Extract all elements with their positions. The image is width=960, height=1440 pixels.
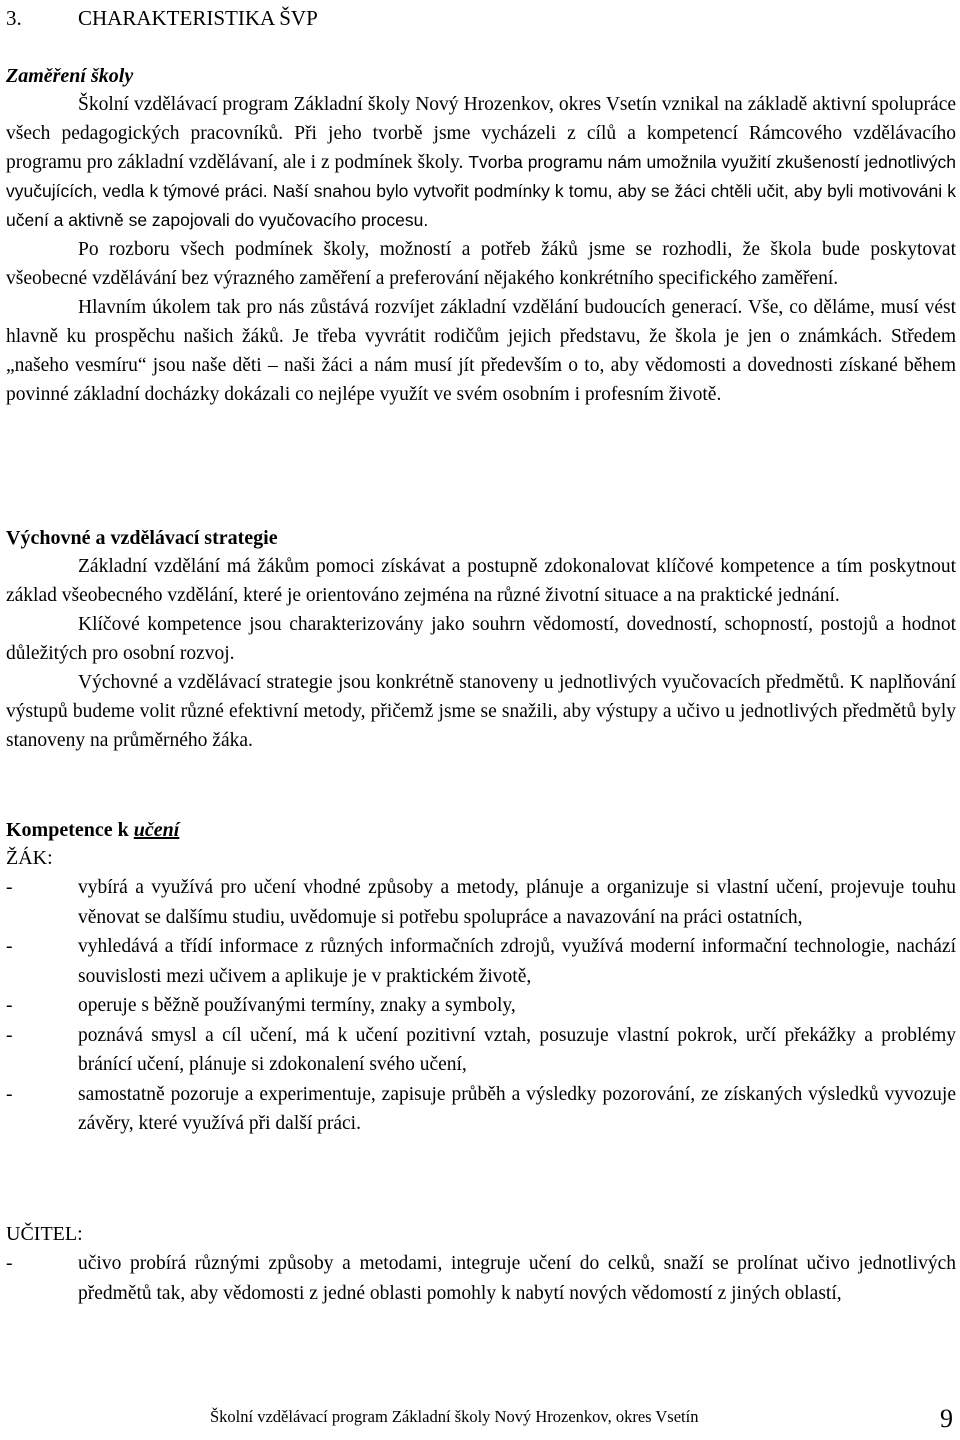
heading-prefix: Kompetence k: [6, 819, 134, 841]
paragraph: Klíčové kompetence jsou charakterizovány jako souhrn vědomostí, dovedností, schopností, postojů a hodnot důležitých pro osobní rozvoj.: [6, 614, 956, 664]
paragraph-part: Školní vzdělávací program Základní školy Nový Hrozenkov, okres Vsetín vznikal na základě aktivní spolupráce všech pedagogických pracovníků.: [6, 94, 956, 144]
chapter-title: CHARAKTERISTIKA ŠVP: [78, 6, 318, 30]
dash-marker: -: [6, 936, 13, 957]
section-heading-strategie: Výchovné a vzdělávací strategie: [6, 527, 278, 549]
paragraph-part: Je třeba vyvrátit rodičům jejich představu, že škola je jen o známkách. Středem „našeho vesmíru“ jsou naše děti – naši žáci a nám musí jít především o to, aby vědomosti a dovednosti získané během povinné základní docházky dokázali co nejlépe využít ve svém osobním i profesním životě.: [6, 326, 957, 405]
list-item-text: vyhledává a třídí informace z různých informačních zdrojů, využívá moderní informační technologie, nachází souvislosti mezi učivem a aplikuje je v praktickém životě,: [78, 936, 956, 987]
section-ucitel: [6, 1220, 956, 1308]
section-heading-zamereni: Zaměření školy: [6, 65, 134, 87]
paragraph: Základní vzdělání má žákům pomoci získávat a postupně zdokonalovat klíčové kompetence a tím poskytnout základ všeobecného vzdělání, které je orientováno zejména na různé životní situace a na praktické jednání.: [6, 556, 956, 606]
ucitel-label: UČITEL:: [6, 1223, 83, 1245]
dash-marker: -: [6, 877, 13, 898]
list-item: [6, 1080, 956, 1139]
paragraph: [6, 293, 956, 409]
paragraph-part: Tvorba programu nám umožnila využití zkušeností jednotlivých vyučujících, vedla k týmové práci.: [6, 152, 956, 201]
list-item: [6, 873, 956, 932]
section-heading-kompetence: [6, 816, 956, 844]
list-item: [6, 991, 956, 1021]
paragraph: Po rozboru všech podmínek školy, možností a potřeb žáků jsme se rozhodli, že škola bude poskytovat všeobecné vzdělávání bez výrazného zaměření a preferování nějakého konkrétního specifického zaměření.: [6, 239, 956, 289]
page-number: 9: [940, 1404, 953, 1433]
paragraph: Výchovné a vzdělávací strategie jsou konkrétně stanoveny u jednotlivých vyučovacích předmětů. K naplňování výstupů budeme volit různé efektivní metody, přičemž jsme se snažili, aby výstupy a učivo u jednotlivých předmětů byly stanoveny na průměrného žáka.: [6, 672, 956, 751]
list-item-text: operuje s běžně používanými termíny, znaky a symboly,: [78, 995, 516, 1016]
section-strategie: [6, 524, 956, 755]
list-item: [6, 1249, 956, 1308]
chapter-number: 3.: [6, 6, 22, 30]
list-item-text: učivo probírá různými způsoby a metodami, integruje učení do celků, snaží se prolínat učivo jednotlivých předmětů tak, aby vědomosti z jedné oblasti pomohly k nabytí nových vědomostí z jiných oblastí,: [78, 1253, 956, 1304]
section-zamereni: [6, 62, 956, 409]
list-item: [6, 1021, 956, 1080]
section-kompetence: [6, 816, 956, 1139]
zak-label: ŽÁK:: [6, 847, 53, 869]
list-item: [6, 932, 956, 991]
chapter-heading: [6, 4, 318, 32]
ucitel-list: [6, 1249, 956, 1308]
dash-marker: -: [6, 1083, 13, 1105]
heading-word: učení: [133, 819, 180, 841]
dash-marker: -: [6, 1253, 13, 1274]
paragraph-part: Při jeho tvorbě jsme vycházeli z cílů a kompetencí Rámcového vzdělávacího programu pro základní vzdělávaní, ale i z podmínek školy.: [6, 123, 956, 173]
dash-marker: -: [6, 995, 13, 1016]
list-item-text: samostatně pozoruje a experimentuje, zapisuje průběh a výsledky pozorování, ze získaných výsledků vyvozuje závěry, které využívá při další práci.: [78, 1083, 956, 1134]
zak-list: [6, 873, 956, 1139]
paragraph-part: Hlavním úkolem tak pro nás zůstává rozvíjet základní vzdělání budoucích generací. Vše, co děláme, musí vést hlavně ku prospěchu našich žáků.: [6, 297, 956, 347]
paragraph: [6, 90, 956, 235]
dash-marker: -: [6, 1024, 13, 1046]
paragraph-part: Naší snahou bylo vytvořit podmínky k tomu, aby se žáci chtěli učit, aby byli motivováni k učení a aktivně se zapojovali do vyučovacího procesu.: [6, 181, 956, 230]
page-footer: Školní vzdělávací program Základní školy Nový Hrozenkov, okres Vsetín: [210, 1407, 699, 1426]
list-item-text: vybírá a využívá pro učení vhodné způsoby a metody, plánuje a organizuje si vlastní učení, projevuje touhu věnovat se dalšímu studiu, uvědomuje si potřebu spolupráce a navazování na práci ostatních,: [78, 877, 956, 928]
list-item-text: poznává smysl a cíl učení, má k učení pozitivní vztah, posuzuje vlastní pokrok, určí překážky a problémy bránící učení, plánuje si zdokonalení svého učení,: [78, 1024, 956, 1075]
